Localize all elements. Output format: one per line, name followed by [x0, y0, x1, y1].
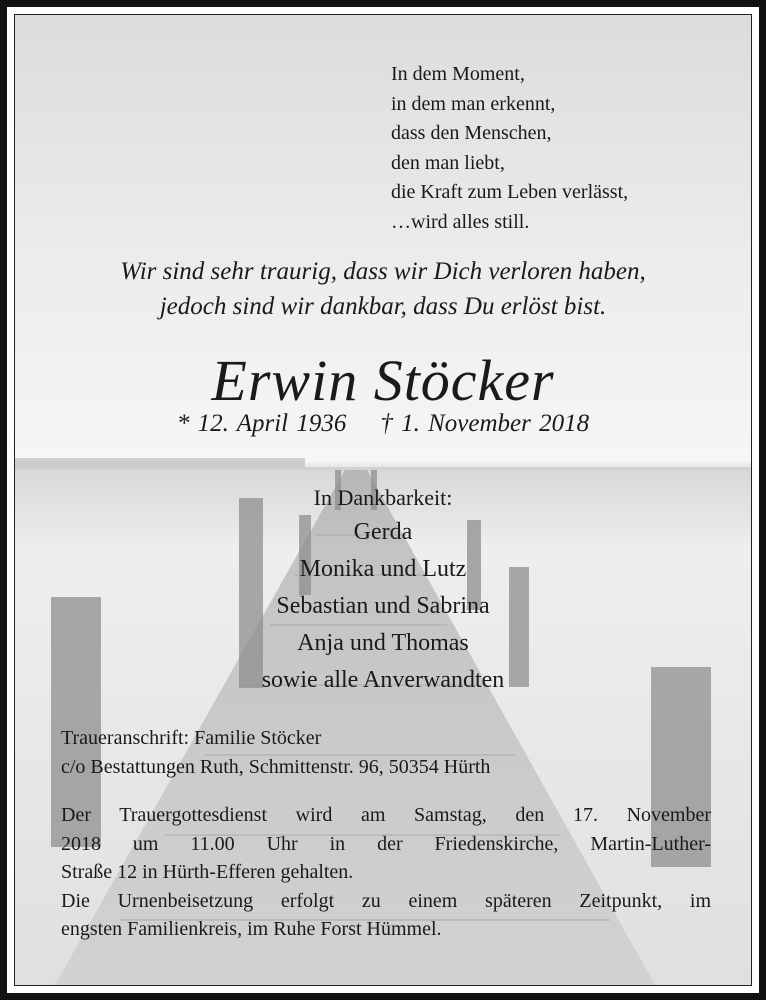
mourners-list — [15, 482, 751, 699]
poem-line: den man liebt, — [391, 151, 505, 174]
service-line: Straße 12 in Hürth-Efferen gehalten. — [61, 861, 354, 883]
mourning-address — [61, 724, 490, 781]
poem-line: In dem Moment, — [391, 63, 525, 85]
service-line: engsten Familienkreis, im Ruhe Forst Hümmel. — [61, 918, 442, 940]
service-line: Der Trauergottesdienst wird am Samstag, den 17. November — [61, 804, 711, 826]
poem-line: in dem man erkennt, — [391, 92, 556, 115]
service-line: 2018 um 11.00 Uhr in der Friedenskirche, Martin-Luther- — [61, 832, 711, 855]
poem-line: …wird alles still. — [391, 210, 530, 233]
intro-line: Wir sind sehr traurig, dass wir Dich verloren haben, — [120, 258, 646, 285]
life-dates — [15, 408, 751, 440]
mourner-name: Sebastian und Sabrina — [276, 593, 490, 619]
address-line: Traueranschrift: Familie Stöcker — [61, 727, 322, 749]
mourner-name: Gerda — [353, 519, 413, 545]
mourner-name: Anja und Thomas — [297, 630, 469, 656]
mourner-name: sowie alle Anverwandten — [261, 667, 505, 693]
mourners-heading: In Dankbarkeit: — [313, 485, 453, 510]
poem-line: die Kraft zum Leben verlässt, — [391, 181, 629, 203]
service-info — [61, 801, 711, 944]
poem — [391, 60, 628, 237]
death-date: † 1. November 2018 — [380, 410, 590, 437]
intro-line: jedoch sind wir dankbar, dass Du erlöst bist. — [159, 293, 607, 320]
intro-text — [15, 254, 751, 324]
obituary-card — [14, 14, 752, 986]
mourner-name: Monika und Lutz — [299, 556, 467, 582]
birth-date: * 12. April 1936 — [176, 410, 347, 437]
obituary-content — [15, 15, 751, 985]
poem-line: dass den Menschen, — [391, 122, 552, 144]
address-line: c/o Bestattungen Ruth, Schmittenstr. 96, 50354 Hürth — [61, 755, 491, 778]
service-line: Die Urnenbeisetzung erfolgt zu einem späteren Zeitpunkt, im — [61, 889, 711, 912]
deceased-name: Erwin Stöcker — [211, 348, 555, 413]
